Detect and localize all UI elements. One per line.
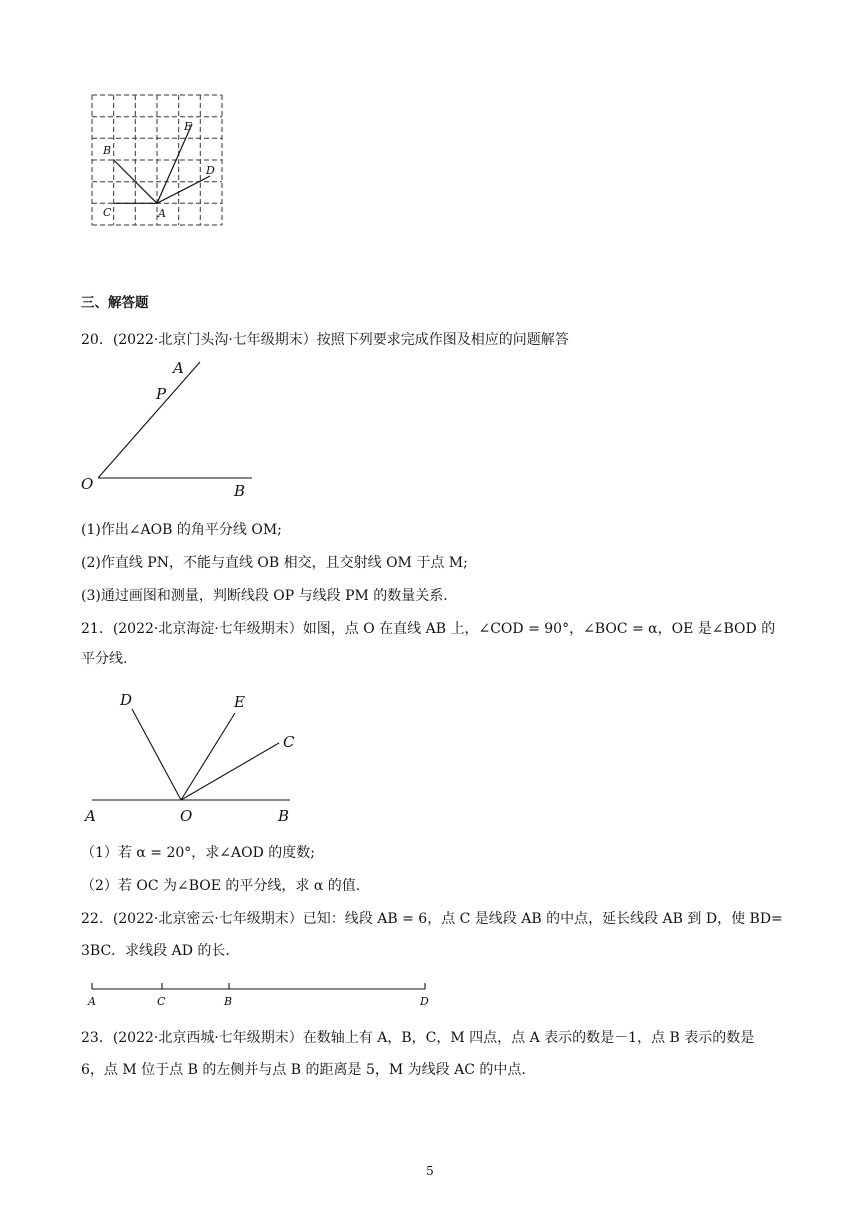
q20-part-3: (3)通过画图和测量，判断线段 OP 与线段 PM 的数量关系. [81, 588, 448, 604]
q21-label-o: O [180, 807, 193, 825]
q22-segment-figure [80, 975, 450, 1011]
q21-label-a: A [85, 807, 96, 825]
ray-oa [98, 362, 200, 478]
q21-label-c: C [283, 733, 295, 751]
q22-label-c: C [157, 995, 166, 1008]
q21-label-e: E [234, 693, 245, 711]
ray-ad [157, 176, 210, 203]
q23-stem-line1: 23．(2022·北京西城·七年级期末）在数轴上有 A，B，C，M 四点，点 A 表示的数是－1，点 B 表示的数是 [81, 1030, 755, 1046]
q21-stem-line2: 平分线. [81, 651, 128, 667]
dashed-grid [92, 95, 222, 225]
label-b: B [103, 144, 112, 157]
section-title: 三、解答题 [81, 295, 149, 311]
q20-stem: 20．(2022·北京门头沟·七年级期末）按照下列要求完成作图及相应的问题解答 [81, 332, 569, 348]
label-a: A [158, 207, 166, 220]
q22-label-d: D [420, 995, 429, 1008]
q22-label-b: B [224, 995, 233, 1008]
label-c: C [103, 206, 112, 219]
q20-label-p: P [156, 385, 167, 403]
q21-label-b: B [278, 807, 290, 825]
ray-oe [181, 713, 235, 800]
q22-stem-line2: 3BC．求线段 AD 的长. [81, 943, 230, 959]
q20-angle-figure [76, 355, 266, 503]
ray-od [132, 709, 181, 800]
label-e: E [184, 120, 193, 133]
grid-angle-figure [86, 90, 231, 230]
q22-stem-line1: 22．(2022·北京密云·七年级期末）已知：线段 AB = 6，点 C 是线段 AB 的中点，延长线段 AB 到 D，使 BD= [81, 911, 783, 927]
q20-part-1: (1)作出∠AOB 的角平分线 OM; [81, 522, 282, 538]
q21-part-1: （1）若 α = 20°，求∠AOD 的度数; [81, 845, 315, 861]
q21-part-2: （2）若 OC 为∠BOE 的平分线，求 α 的值. [81, 878, 361, 894]
ray-ae [157, 124, 192, 203]
q21-label-d: D [120, 691, 133, 709]
q20-label-b: B [234, 482, 246, 500]
q22-label-a: A [88, 995, 96, 1008]
q20-label-a: A [173, 359, 184, 377]
label-d: D [206, 164, 215, 177]
page-number: 5 [426, 1164, 434, 1178]
q20-part-2: (2)作直线 PN，不能与直线 OB 相交，且交射线 OM 于点 M; [81, 555, 468, 571]
ray-oc [181, 743, 279, 800]
q20-label-o: O [81, 475, 94, 493]
q23-stem-line2: 6，点 M 位于点 B 的左侧并与点 B 的距离是 5，M 为线段 AC 的中点. [81, 1062, 526, 1078]
q21-stem-line1: 21．(2022·北京海淀·七年级期末）如图，点 O 在直线 AB 上，∠COD = 90°，∠BOC = α，OE 是∠BOD 的 [81, 621, 776, 637]
q21-angle-figure [80, 685, 310, 825]
